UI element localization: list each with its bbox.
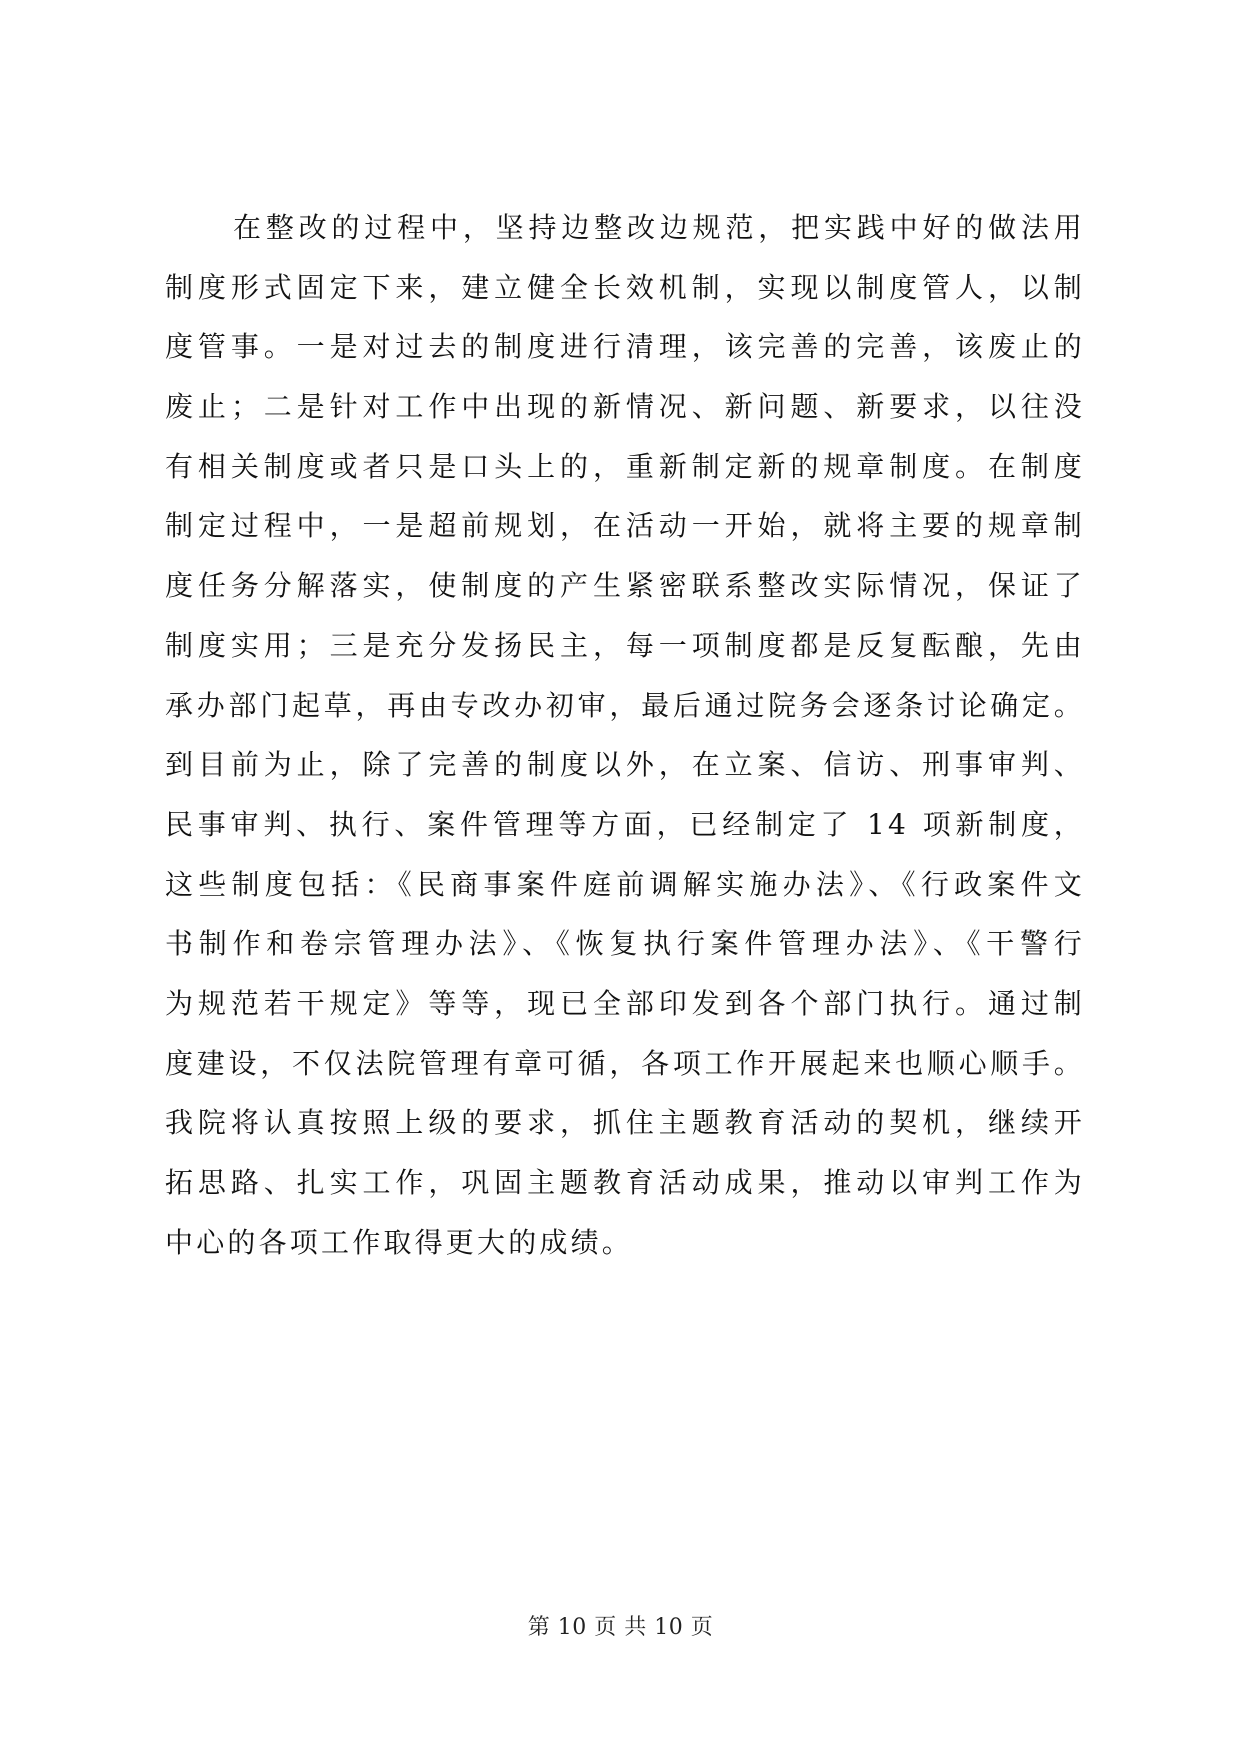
paragraph-line: 在整改的过程中，坚持边整改边规范，把实践中好的做法用 [233, 211, 1085, 244]
paragraph-line: 制度实用；三是充分发扬民主，每一项制度都是反复酝酿，先由 [165, 628, 1085, 662]
paragraph-line: 拓思路、扎实工作，巩固主题教育活动成果，推动以审判工作为 [165, 1166, 1085, 1199]
paragraph-line: 为规范若干规定》等等，现已全部印发到各个部门执行。通过制 [165, 986, 1085, 1020]
paragraph-line: 这些制度包括：《民商事案件庭前调解实施办法》、《行政案件文 [165, 867, 1085, 901]
paragraph-line: 度管事。一是对过去的制度进行清理，该完善的完善，该废止的 [165, 330, 1085, 364]
paragraph-line: 到目前为止，除了完善的制度以外，在立案、信访、刑事审判、 [165, 748, 1085, 782]
paragraph-line: 度任务分解落实，使制度的产生紧密联系整改实际情况，保证了 [165, 569, 1085, 603]
paragraph-line: 废止；二是针对工作中出现的新情况、新问题、新要求，以往没 [165, 390, 1085, 424]
paragraph-line: 有相关制度或者只是口头上的，重新制定新的规章制度。在制度 [165, 449, 1085, 483]
paragraph-line: 制度形式固定下来，建立健全长效机制，实现以制度管人，以制 [165, 270, 1085, 304]
page-footer: 第 10 页 共 10 页 [527, 1615, 714, 1640]
paragraph-line: 民事审判、执行、案件管理等方面，已经制定了 14 项新制度， [165, 807, 1085, 841]
paragraph-line: 度建设，不仅法院管理有章可循，各项工作开展起来也顺心顺手。 [165, 1046, 1085, 1080]
paragraph-line: 书制作和卷宗管理办法》、《恢复执行案件管理办法》、《干警行 [165, 927, 1085, 961]
paragraph-line: 我院将认真按照上级的要求，抓住主题教育活动的契机，继续开 [165, 1106, 1085, 1140]
body-paragraph [165, 198, 1085, 1272]
paragraph-line: 承办部门起草，再由专改办初审，最后通过院务会逐条讨论确定。 [165, 688, 1085, 722]
paragraph-line: 中心的各项工作取得更大的成绩。 [165, 1225, 634, 1259]
paragraph-line: 制定过程中，一是超前规划，在活动一开始，就将主要的规章制 [165, 509, 1085, 543]
